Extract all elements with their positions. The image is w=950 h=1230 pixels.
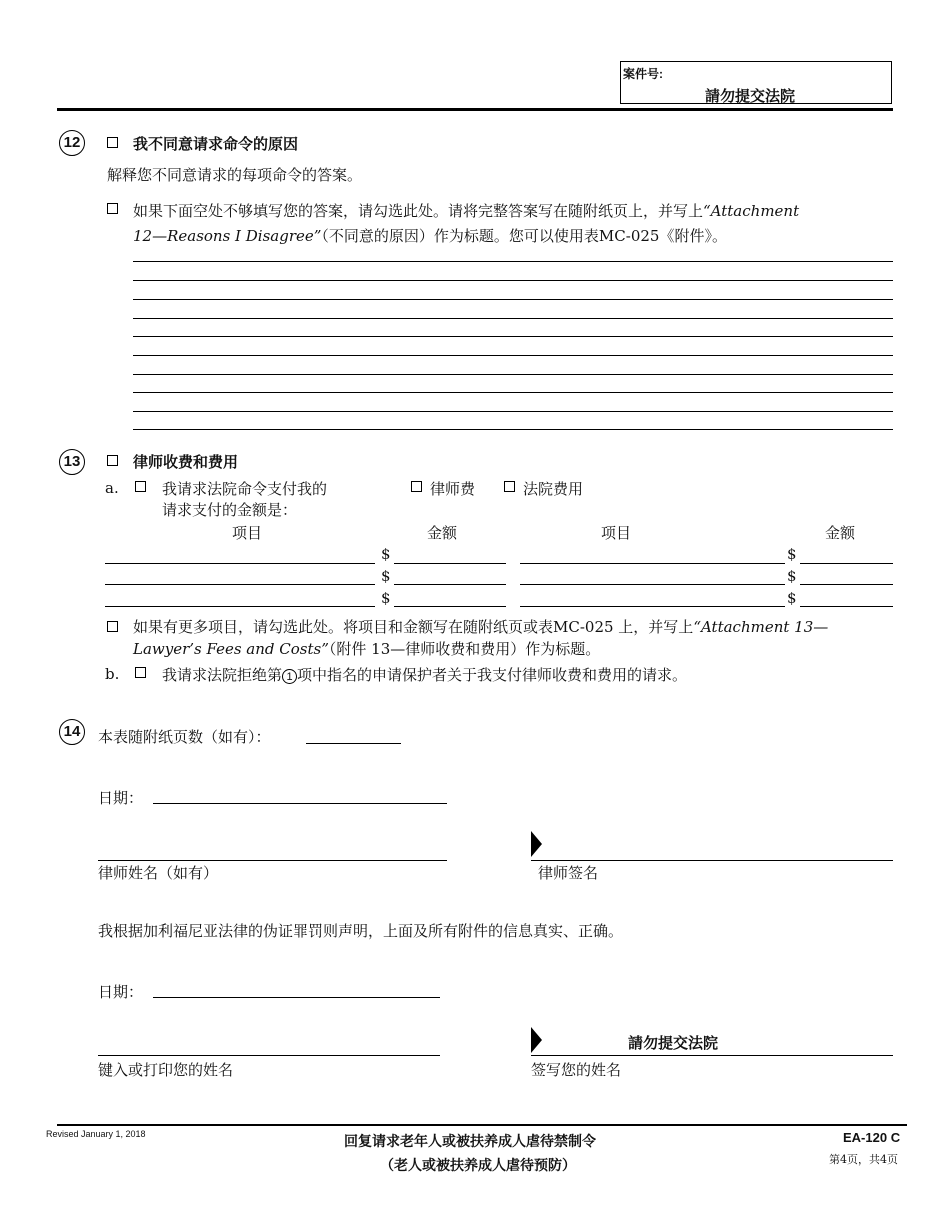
lawyer-date-label: 日期： — [98, 789, 144, 807]
answer-line[interactable] — [133, 261, 893, 262]
amount-line[interactable] — [800, 606, 893, 607]
amount-line[interactable] — [394, 563, 506, 564]
amount-line[interactable] — [394, 606, 506, 607]
answer-line[interactable] — [133, 411, 893, 412]
overflow-attachment-title-2: 12—Reasons I Disagree” — [133, 227, 322, 245]
section-12-instruction: 解释您不同意请求的每项命令的答案。 — [107, 166, 363, 184]
more-items-post: （附件 13—律师收费和费用）作为标题。 — [328, 640, 601, 658]
item-line[interactable] — [520, 563, 785, 564]
your-signature-input[interactable] — [531, 1055, 893, 1056]
item-1-reference: 1 — [282, 669, 297, 684]
item-a-text-2: 请求支付的金额是： — [162, 501, 298, 519]
dollar-sign: $ — [787, 589, 797, 607]
court-costs-checkbox[interactable] — [504, 481, 515, 492]
item-line[interactable] — [105, 584, 375, 585]
case-number-do-not-file: 請勿提交法院 — [705, 88, 796, 105]
your-name-label: 键入或打印您的姓名 — [98, 1061, 234, 1079]
footer-title-1: 回复请求老年人或被扶养成人虐待禁制令 — [344, 1133, 596, 1149]
item-b-checkbox[interactable] — [135, 667, 146, 678]
more-items-text — [133, 616, 893, 660]
col-header-amount-right: 金额 — [825, 524, 856, 542]
item-line[interactable] — [520, 606, 785, 607]
answer-line[interactable] — [133, 429, 893, 430]
lawyer-signature-arrow-icon — [531, 831, 542, 857]
answer-line[interactable] — [133, 392, 893, 393]
answer-line[interactable] — [133, 355, 893, 356]
answer-line[interactable] — [133, 299, 893, 300]
section-14-number: 14 — [59, 719, 85, 745]
item-b-text-2: 项中指名的申请保护者关于我支付律师收费和费用的请求。 — [297, 666, 688, 684]
col-header-amount-left: 金额 — [427, 524, 458, 542]
overflow-text-pre: 如果下面空处不够填写您的答案，请勾选此处。请将完整答案写在随附纸页上，并写上 — [133, 202, 704, 220]
section-12-overflow-text — [133, 199, 893, 249]
section-12-overflow-checkbox[interactable] — [107, 203, 118, 214]
footer-title-2: （老人或被扶养成人虐待预防） — [380, 1157, 576, 1173]
section-12-checkbox[interactable] — [107, 137, 118, 148]
section-13-number: 13 — [59, 449, 85, 475]
item-a-checkbox[interactable] — [135, 481, 146, 492]
lawyer-signature-input[interactable] — [531, 860, 893, 861]
more-items-pre: 如果有更多项目，请勾选此处。将项目和金额写在随附纸页或表MC-025 上，并写上 — [133, 618, 694, 636]
col-header-item-right: 项目 — [601, 524, 632, 542]
section-13-title: 律师收费和费用 — [133, 454, 239, 471]
section-13-checkbox[interactable] — [107, 455, 118, 466]
lawyer-date-input[interactable] — [153, 803, 447, 804]
item-b-letter: b. — [105, 665, 120, 683]
item-a-letter: a. — [105, 479, 119, 497]
section-12-number: 12 — [59, 130, 85, 156]
answer-line[interactable] — [133, 336, 893, 337]
answer-line[interactable] — [133, 318, 893, 319]
more-items-checkbox[interactable] — [107, 621, 118, 632]
lawyer-name-label: 律师姓名（如有） — [98, 864, 219, 882]
item-b-text — [162, 664, 687, 685]
amount-line[interactable] — [800, 563, 893, 564]
item-a-text-1: 我请求法院命令支付我的 — [162, 480, 328, 498]
lawyer-signature-label: 律师签名 — [538, 864, 599, 882]
overflow-text-post: （不同意的原因）作为标题。您可以使用表MC-025《附件》。 — [321, 227, 727, 245]
form-id: EA-120 C — [843, 1130, 901, 1145]
more-items-title-1: “Attachment 13— — [693, 618, 829, 636]
item-line[interactable] — [105, 606, 375, 607]
dollar-sign: $ — [381, 567, 391, 585]
header-rule — [57, 108, 893, 111]
answer-line[interactable] — [133, 280, 893, 281]
dollar-sign: $ — [787, 567, 797, 585]
your-name-input[interactable] — [98, 1055, 440, 1056]
case-number-box — [620, 61, 892, 104]
item-line[interactable] — [105, 563, 375, 564]
lawyer-fees-checkbox[interactable] — [411, 481, 422, 492]
court-costs-label: 法院费用 — [523, 480, 584, 498]
footer-rule — [57, 1124, 907, 1126]
signature-do-not-file: 請勿提交法院 — [628, 1035, 719, 1052]
col-header-item-left: 项目 — [232, 524, 263, 542]
answer-line[interactable] — [133, 374, 893, 375]
attached-pages-label: 本表随附纸页数（如有）： — [98, 728, 271, 746]
overflow-attachment-title-1: “Attachment — [703, 202, 800, 220]
your-date-label: 日期： — [98, 983, 144, 1001]
your-date-input[interactable] — [153, 997, 440, 998]
item-line[interactable] — [520, 584, 785, 585]
your-signature-arrow-icon — [531, 1027, 542, 1053]
item-b-text-1: 我请求法院拒绝第 — [162, 666, 283, 684]
revised-date: Revised January 1, 2018 — [46, 1129, 146, 1139]
section-12-title: 我不同意请求命令的原因 — [133, 136, 299, 153]
your-signature-label: 签写您的姓名 — [531, 1061, 622, 1079]
more-items-title-2: Lawyer’s Fees and Costs” — [133, 640, 329, 658]
amount-line[interactable] — [800, 584, 893, 585]
lawyer-name-input[interactable] — [98, 860, 447, 861]
amount-line[interactable] — [394, 584, 506, 585]
dollar-sign: $ — [787, 545, 797, 563]
dollar-sign: $ — [381, 589, 391, 607]
perjury-declaration: 我根据加利福尼亚法律的伪证罪罚则声明，上面及所有附件的信息真实、正确。 — [98, 922, 624, 940]
dollar-sign: $ — [381, 545, 391, 563]
attached-pages-input[interactable] — [306, 743, 401, 744]
case-number-label: 案件号: — [623, 67, 663, 81]
page-number: 第4页，共4页 — [829, 1153, 898, 1166]
lawyer-fees-label: 律师费 — [430, 480, 476, 498]
